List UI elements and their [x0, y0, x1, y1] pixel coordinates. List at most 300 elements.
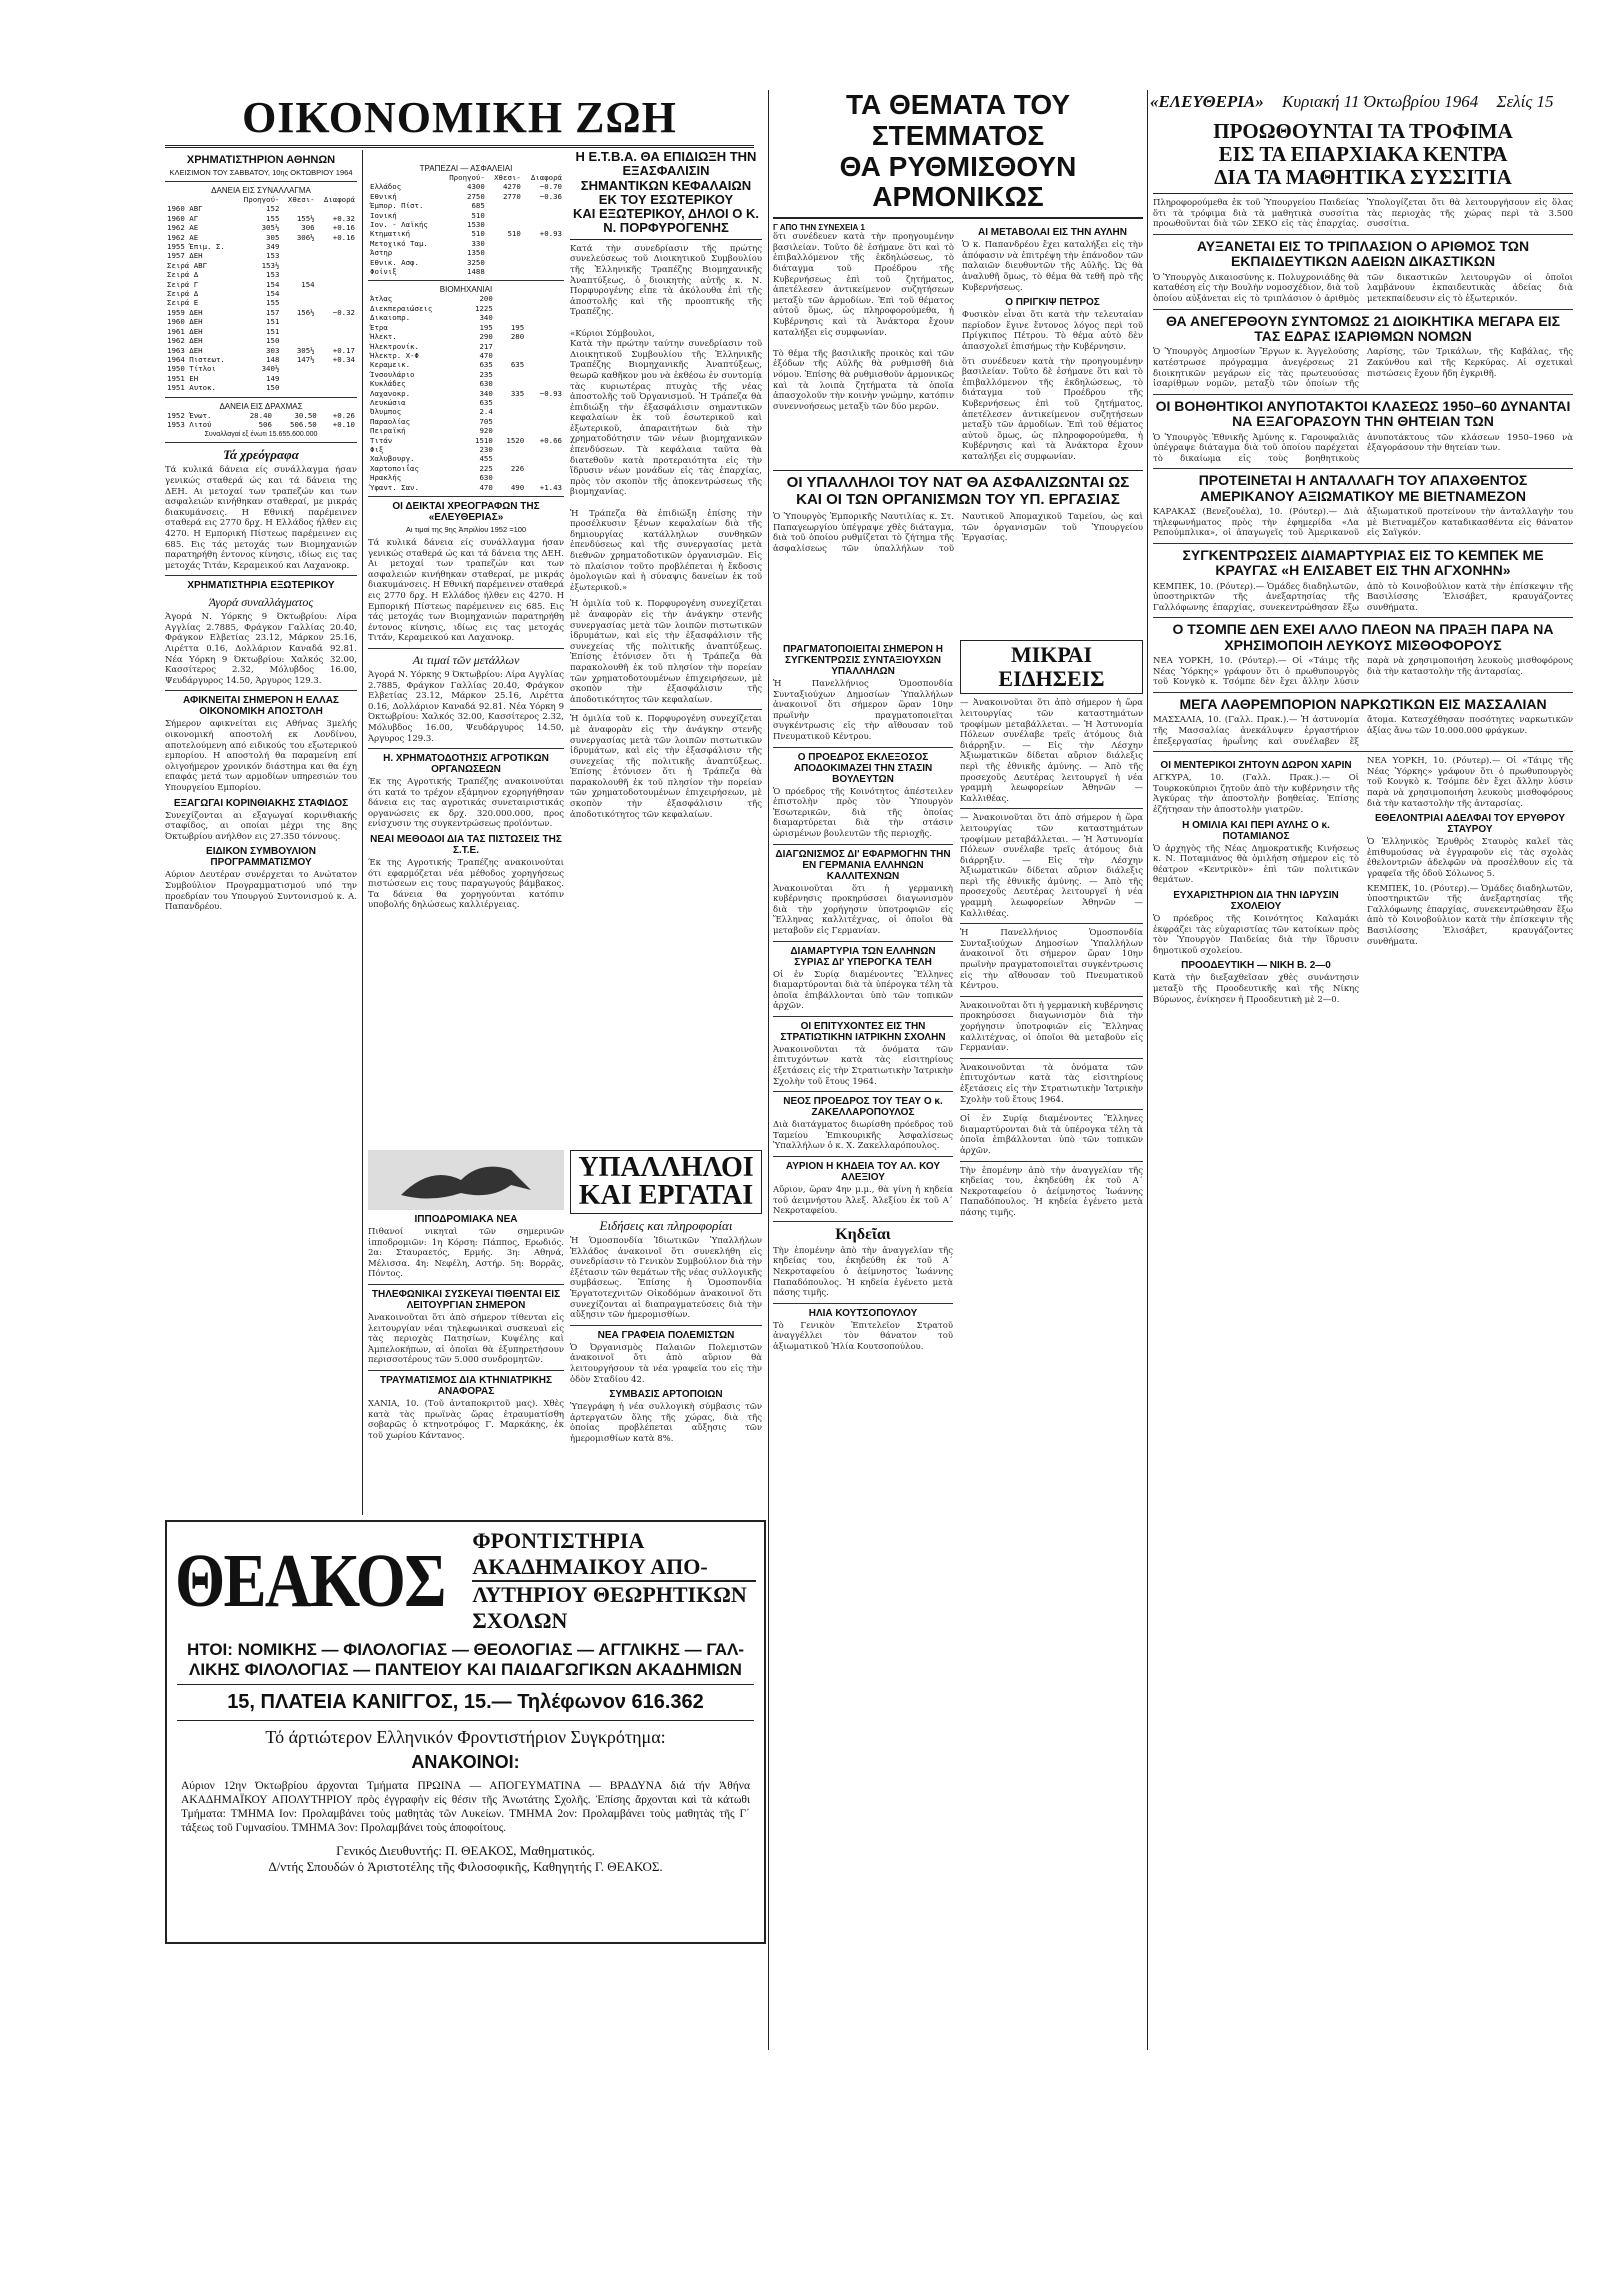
table-cell: 470 — [479, 482, 493, 492]
table-cell: Πειραϊκή — [370, 426, 406, 436]
table-row — [368, 360, 564, 369]
table-cell — [523, 258, 564, 267]
table-row — [165, 374, 357, 383]
table-cell: 635 — [479, 397, 493, 407]
phone-title: ΣΥΜΒΑΣΙΣ ΑΡΤΟΠΟΙΩΝ — [609, 1389, 723, 1401]
table-cell: 340½ — [261, 364, 280, 374]
table-cell: Εθνική — [370, 191, 397, 201]
table-row — [165, 280, 357, 289]
table-cell: Εθνικ. Ασφ. — [370, 257, 419, 267]
table-cell: 148 — [266, 354, 280, 364]
table-cell — [317, 289, 357, 298]
table-cell — [526, 323, 564, 332]
teachers-body: Οἱ ἐν Συρίᾳ διαμένοντες Ἕλληνες διαμαρτύρονται διὰ τὰ ὑπέρογκα τέλη τὰ ὁποῖα ἐπιβάλλονται ὑπὸ τῶν τοπικῶν ἀρχῶν. — [773, 969, 953, 1012]
horse-body: Πιθανοί νικηταὶ τῶν σημερινῶν ἱπποδρομιῶν: 1η Κόρση: Πάππος, Ερωδιός. 2α: Σταυραετός, Ερμής. 3η: Αθηνά, Μέλισσα. 4η: Νεφέλη, Αστήρ. 5η: Βορρᾶς, Πόντος. — [368, 1227, 564, 1280]
etba-body: Κατά τὴν συνεδρίασιν τῆς πρώτης συνελεύσεως τοῦ Διοικητικοῦ Συμβουλίου τῆς Ἑλληνικῆς Τραπέζης Βιομηχανικῆς Ἀναπτύξεως, ὁ διοικητὴς αὐτῆς κ. Ν. Πορφυρογένης εἶπε τὰ ἀκόλουθα ἐπὶ τῆς ἀποστολῆς καὶ τῆς προοπτικῆς τῆς Τραπέζης. «Κύριοι Σύμβουλοι, Κατὰ τὴν πρώτην ταύτην συνεδρίασιν τοῦ Διοικητικοῦ Συμβουλίου τῆς Ἑλληνικῆς Τραπέζης Βιομηχανικῆς Ἀναπτύξεως, θεωρῶ καθῆκον μου νὰ ἐκθέσω ἐν συντομίᾳ τὰς κυριωτέρας πτυχὰς τῆς νέας ἀποστολῆς τοῦ Ὀργανισμοῦ. Ἡ Τράπεζα θὰ ἐπιδιώξη τὴν ἐξασφάλισιν σημαντικῶν κεφαλαίων ἐκ τοῦ ἐσωτερικοῦ καὶ ἐξωτερικοῦ, ἀπαραιτήτων διὰ τὴν χρηματοδότησιν τῶν νέων βιομηχανικῶν ἐπενδύσεων. Τὰ κεφάλαια ταῦτα θὰ διατεθοῦν κατὰ προτεραιότητα εἰς τὴν ἵδρυσιν νέων μονάδων εἰς τὰς ἐπαρχίας, πρὸς τὸν σκοπὸν τῆς ἀποκεντρώσεως τῆς βιομηχανίας. Ἡ Τράπεζα θὰ ἐπιδιώξη ἐπίσης τὴν προσέλκυσιν ξένων κεφαλαίων διὰ τῆς δημιουργίας κατάλληλων συνθηκῶν ἐπενδύσεως καὶ τῆς συνεργασίας μετὰ διεθνῶν χρηματοδοτικῶν ὀργανισμῶν. Εἰς τὸ πλαίσιον τοῦτο προβλέπεται ἡ ἔκδοσις ὁμολογιῶν καὶ ἡ σύναψις δανείων ἐκ τοῦ ἐξωτερικοῦ.» — [570, 243, 762, 593]
table-cell: Τιτάν — [370, 435, 393, 445]
drugs-cont: ΝΕΑ ΥΟΡΚΗ, 10. (Ρόυτερ).— Οἱ «Τάιμς τῆς Νέας Ὑόρκης» γράφουν ὅτι ὁ πρωθυπουργὸς τοῦ Κονγκὸ κ. Τσόμπε δὲν ἔχει ἄλλην λύσιν παρὰ νὰ χρησιμοποιήση λευκοὺς μισθοφόρους διὰ τὴν καταστολὴν τῆς ἀνταρσίας. — [1367, 756, 1573, 809]
table-cell — [495, 304, 526, 313]
table-row — [165, 261, 357, 270]
loans-table — [165, 195, 357, 393]
table-cell: 3250 — [467, 257, 485, 267]
drugs-title: ΜΕΓΑ ΛΑΘΡΕΜΠΟΡΙΟΝ ΝΑΡΚΩΤΙΚΩΝ ΕΙΣ ΜΑΣΣΑΛΙΑΝ — [1179, 696, 1547, 713]
table-cell — [526, 360, 564, 369]
speech-body: Ὁ ἀρχηγὸς τῆς Νέας Δημοκρατικῆς Κινήσεως κ. Ν. Ποταμιάνος θὰ ὁμιλήση σήμερον εἰς τὸ θέατρον «Κεντρικὸν» ἐπὶ τῶν πολιτικῶν θεμάτων. — [1153, 843, 1362, 886]
table-cell — [317, 261, 357, 270]
table-cell: Σειρά Γ — [167, 279, 199, 289]
prices-subtitle: Αι τιμαί της 9ης Ἀπριλίου 1952 =100 — [405, 525, 527, 534]
classes-body: Ὁ Ὑπουργὸς Ἐθνικῆς Ἀμύνης κ. Γαρουφαλιᾶς ὑπέγραψε διάταγμα διὰ τοῦ ὁποίου παρέχεται τὸ δικαίωμα εἰς τοὺς βοηθητικοὺς ἀνυποτάκτους τῶν κλάσεων 1950–1960 νὰ ἐξαγοράσουν τὴν θητείαν των. — [1153, 432, 1573, 464]
table-cell: −0.32 — [332, 307, 355, 317]
stemma-sub-2-body: Φυσικὸν εἶναι ὅτι κατὰ τὴν τελευταίαν περίοδον ἔγινε ἔντονος λόγος περὶ τοῦ Πρίγκιπος Πέτρου. Τὸ θέμα αὐτὸ δὲν ἀπασχολεῖ ἐπισήμως τὴν Κυβέρνησιν. — [962, 310, 1143, 352]
table-cell: 306½ — [296, 232, 315, 242]
stemma-cont: ὅτι συνέδευεν κατὰ τὴν προηγουμένην βασιλείαν. Τοῦτο δὲ ἐσήμανε ὅτι καὶ τὸ ἐπιβαλλόμενον τῆς ἐκδηλώσεως, τὸ διάταγμα τοῦ Προέδρου τῆς Κυβερνήσεως ἐπὶ τοῦ ζητήματος, ἀπετέλεσεν ἀντικείμενον συζητήσεων μεταξὺ τῶν ἀρμοδίων. Ἐπὶ τοῦ θέματος αὐτοῦ ὅμως, ὡς πληροφορούμεθα, ἡ Κυβέρνησις καὶ τὰ Ἀνάκτορα ἔχουν καταλήξει εἰς συμφωνίαν. — [962, 356, 1143, 462]
table-cell — [487, 220, 523, 229]
table-cell: 147½ — [296, 354, 315, 364]
table-cell: 1530 — [467, 220, 485, 230]
table-cell: 150 — [266, 336, 280, 346]
table-cell — [281, 242, 316, 251]
vietnam-body: ΚΑΡΑΚΑΣ (Βενεζουέλα), 10. (Ρόυτερ).— Διὰ τηλεφωνήματος πρὸς τὴν ἐφημερίδα «Λα Ρεπούμπλικα», οἱ ἀπαγωγεῖς τοῦ Ἀμερικανοῦ ἀξιωματικοῦ προτείνουν τὴν ἀνταλλαγὴν του μὲ Βιετναμέζον καταδικασθέντα εἰς θάνατον εἰς Σαϊγκόν. — [1153, 507, 1573, 539]
table-cell — [281, 270, 316, 279]
table-cell: −0.36 — [539, 191, 562, 201]
table-cell: 149 — [266, 373, 280, 383]
table-cell — [281, 261, 316, 270]
food-title-3: ΔΙΑ ΤΑ ΜΑΘΗΤΙΚΑ ΣΥΣΣΙΤΙΑ — [1153, 166, 1573, 194]
workers-title: ΥΠΑΛΛΗΛΟΙ ΚΑΙ ΕΡΓΑΤΑΙ — [570, 1150, 762, 1214]
table-cell: 153 — [266, 251, 280, 261]
match-title: ΠΡΟΟΔΕΥΤΙΚΗ — ΝΙΚΗ Β. 2—0 — [1181, 960, 1331, 972]
table-cell — [523, 248, 564, 257]
food-body: Πληροφορούμεθα ἐκ τοῦ Ὑπουργείου Παιδείας ὅτι τὰ τρόφιμα διὰ τὰ μαθητικὰ συσσίτια προωθοῦνται διὰ τῶν ΣΕΚΟ εἰς τὰς ἐπαρχίας. Ὑπολογίζεται ὅτι θὰ λειτουργήσουν εἰς ὅλας τὰς περιοχὰς τῆς χώρας περὶ τὰ 3.500 συσσίτια. — [1153, 198, 1573, 230]
table-cell — [281, 327, 316, 336]
table-cell: 455 — [479, 454, 493, 464]
director-body: Διὰ διατάγματος διωρίσθη πρόεδρος τοῦ Ταμείου Ἐπικουρικῆς Ἀσφαλίσεως Ὑπαλλήλων ὁ κ. Χ. Ζακελλαρόπουλος. — [773, 1120, 953, 1152]
currants-title: ΕΞΑΓΩΓΑΙ ΚΟΡΙΝΘΙΑΚΗΣ ΣΤΑΦΙΔΟΣ — [173, 797, 349, 809]
theakos-name: ΘΕΑΚΟΣ — [175, 1539, 445, 1623]
table-cell: Μετοχικό Ταμ. — [370, 238, 428, 248]
etba-title-3: ΚΑΙ ΕΞΩΤΕΡΙΚΟΥ, ΔΗΛΟΙ Ο Κ. Ν. ΠΟΡΦΥΡΟΓΕΝΗΣ — [570, 207, 762, 240]
workers-body: Ἡ Ὁμοσπονδία Ἰδιωτικῶν Ὑπαλλήλων Ἑλλάδος ἀνακοινοῖ ὅτι συνεκλήθη εἰς συνεδρίασιν τὸ Γενικὸν Συμβούλιον διὰ τὴν ἐξέτασιν τῶν θεμάτων τῆς νέας συλλογικῆς συμβάσεως. Ἐπίσης ἡ Ὁμοσπονδία Ἐργατοτεχνιτῶν Οἰκοδόμων ἀνακοινοῖ ὅτι συνεχίζονται αἱ διαπραγματεύσεις διὰ τὴν αὔξησιν τῶν ἡμερομισθίων. — [570, 1236, 762, 1321]
table-cell: 630 — [479, 473, 493, 483]
table-cell: Δικαιοπρ. — [370, 313, 411, 323]
table-cell: 340 — [479, 388, 493, 398]
table-cell: 1962 ΑΕ — [167, 232, 199, 242]
table-cell — [281, 336, 316, 345]
table-cell: 155 — [266, 213, 280, 223]
prices-title: ΟΙ ΔΕΙΚΤΑΙ ΧΡΕΟΓΡΑΦΩΝ ΤΗΣ «ΕΛΕΥΘΕΡΙΑΣ» — [392, 501, 540, 523]
table-cell: 1225 — [475, 303, 493, 313]
table-cell — [495, 379, 526, 388]
column-rule — [1147, 90, 1148, 2050]
table-cell — [495, 294, 526, 303]
table-cell: 153½ — [261, 260, 280, 270]
table-cell — [495, 417, 526, 426]
table-cell: Έμπορ. Πίστ. — [370, 201, 424, 211]
table-cell — [487, 211, 523, 220]
table-cell: 156½ — [296, 307, 315, 317]
horse-racing-illustration — [368, 1150, 564, 1210]
horse-title: ΙΠΠΟΔΡΟΜΙΑΚΑ ΝΕΑ — [414, 1214, 518, 1225]
stemma-title-2: ΘΑ ΡΥΘΜΙΣΘΟΥΝ ΑΡΜΟΝΙΚΩΣ — [773, 152, 1143, 220]
memorial-title: ΗΛΙΑ ΚΟΥΤΣΟΠΟΥΛΟΥ — [808, 1307, 918, 1319]
table-row — [368, 323, 564, 332]
table-header-cell: Διαφορά — [530, 173, 562, 182]
table-cell: 303 — [266, 345, 280, 355]
foreign-body: Άγορά Ν. Υόρκης 9 Όκτωβρίου: Λίρα Αγγλίας 2.7885, Φράγκον Γαλλίας 20.40, Φράγκον Ελβετίας 23.12, Μάρκον 25.16, Λιρέττα 0.16, Δολλάριον Καναδά 92.81. Νέα Υόρκη 9 Όκτωβρίου: Χαλκός 32.00, Κασσίτερος 2.32, Μόλυβδος 16.00, Ψευδάργυρος 14.50, Άργυρος 129.3. — [165, 612, 357, 686]
stemma-sub-1-body: Ὁ κ. Παπανδρέου ἔχει καταλήξει εἰς τὴν ἀπόφασιν νὰ ἐπιτρέψη τὴν ἐπάνοδον τῶν παλαιῶν διευθυντῶν τῆς Αὐλῆς. Ὡς θὰ ἀναλυθῆ ὅμως, τὸ θέμα θὰ τεθῆ πρὸ τῆς Κυβερνήσεως. — [962, 240, 1143, 293]
table-row — [165, 383, 357, 392]
table-cell: Διεκπεραιώσεις — [370, 303, 433, 313]
table-cell: 290 — [479, 332, 493, 342]
table-cell — [526, 351, 564, 360]
drachma-table — [165, 411, 357, 430]
table-cell: 1510 — [475, 435, 493, 445]
mikrai-title: ΜΙΚΡΑΙ ΕΙΔΗΣΕΙΣ — [960, 640, 1143, 694]
table-cell: 154 — [301, 279, 315, 289]
table-cell — [281, 251, 316, 260]
match-body: Κατὰ τὴν διεξαχθεῖσαν χθὲς συνάντησιν μεταξὺ τῆς Προοδευτικῆς καὶ τῆς Νίκης Βύρωνος, ἐνίκησεν ἡ Προοδευτικὴ μὲ 2—0. — [1153, 973, 1362, 1005]
industry-crisis-title: Η. ΧΡΗΜΑΤΟΔΟΤΗΣΙΣ ΑΓΡΟΤΙΚΩΝ ΟΡΓΑΝΩΣΕΩΝ — [383, 753, 549, 776]
credit-title: ΝΕΑΙ ΜΕΘΟΔΟΙ ΔΙΑ ΤΑΣ ΠΙΣΤΩΣΕΙΣ ΤΗΣ Σ.Τ.Ε. — [370, 834, 562, 857]
table-cell: Άτλας — [370, 294, 393, 304]
table-row — [165, 233, 357, 242]
table-cell — [526, 464, 564, 473]
table-row — [368, 351, 564, 360]
table-cell: +0.32 — [332, 213, 355, 223]
horse-icon — [391, 1155, 541, 1205]
table-cell: Ύφαντ. Σαν. — [370, 482, 419, 492]
table-row — [165, 355, 357, 364]
table-cell: 685 — [471, 201, 485, 211]
table-cell — [487, 248, 523, 257]
table-cell — [495, 454, 526, 463]
table-cell — [526, 426, 564, 435]
table-cell: 1962 ΑΕ — [167, 223, 199, 233]
page-number: Σελίς 15 — [1496, 92, 1554, 111]
table-cell: Κυκλάδες — [370, 379, 406, 389]
table-cell: 920 — [479, 426, 493, 436]
table-cell: 630 — [479, 379, 493, 389]
table-row — [368, 332, 564, 341]
table-cell: 635 — [479, 360, 493, 370]
table-row — [368, 426, 564, 435]
table-cell: 1950 Τίτλοι — [167, 364, 216, 374]
foreign-metals-body: Άγορά Ν. Υόρκης 9 Όκτωβρίου: Λίρα Αγγλίας 2.7885, Φράγκον Γαλλίας 20.40, Φράγκον Ελβετίας 23.12, Μάρκον 25.16, Λιρέττα 0.16, Δολλάριον Καναδά 92.81. Νέα Υόρκη 9 Όκτωβρίου: Χαλκός 32.00, Κασσίτερος 2.32, Μόλυβδος 16.00, Ψευδάργυρος 14.50, Άργυρος 129.3. — [368, 669, 564, 744]
table-cell: 2770 — [502, 191, 521, 201]
table-cell: Ελλάδος — [370, 182, 402, 192]
table-row — [165, 204, 357, 213]
table-cell — [526, 370, 564, 379]
stemma-sub-2: Ο ΠΡΙΓΚΙΨ ΠΕΤΡΟΣ — [1005, 297, 1100, 309]
table-header-cell: Προηγού- — [243, 195, 280, 204]
theakos-director-2: Δ/ντής Σπουδών ὁ Ἀριστοτέλης τῆς Φιλοσοφικῆς, Καθηγητής Γ. ΘΕΑΚΟΣ. — [268, 1859, 663, 1874]
table-cell: 230 — [479, 444, 493, 454]
table-row — [368, 267, 564, 276]
table-cell: Ιον. - Λαϊκής — [370, 220, 428, 230]
table-cell: Χαρτοποιΐας — [370, 463, 419, 473]
table-cell: 305½ — [296, 345, 315, 355]
col4 — [1153, 120, 1573, 2050]
exchange-title: ΧΡΗΜΑΤΙΣΤΗΡΙΟΝ ΑΘΗΝΩΝ — [186, 154, 336, 166]
table-row — [368, 379, 564, 388]
tel-title: ΤΗΛΕΦΩΝΙΚΑΙ ΣΥΣΚΕΥΑΙ ΤΙΘΕΝΤΑΙ ΕΙΣ ΛΕΙΤΟΥΡΓΙΑΝ ΣΗΜΕΡΟΝ — [371, 1288, 561, 1311]
banks-header: ΤΡΑΠΕΖΑΙ — ΑΣΦΑΛΕΙΑΙ — [419, 164, 513, 173]
table-cell: Άστηρ — [370, 248, 393, 258]
table-cell — [526, 445, 564, 454]
table-cell — [523, 211, 564, 220]
foreign-subtitle-1: Άγορά συναλλάγματος — [208, 595, 314, 610]
table-cell: 1350 — [467, 248, 485, 258]
theakos-director: Γενικός Διευθυντής: Π. ΘΕΑΚΟΣ, Μαθηματικός. — [336, 1843, 595, 1858]
exports-body: Σήμερον αφικνείται εις Αθήνας 3μελής οικονομική αποστολή εκ Λονδίνου, αποτελούμενη από ειδικούς του εξωτερικού εμπορίου. Η αποστολή θα παραμείνη επί ολιγοήμερον χρονικόν διάστημα και θα έχη επαφάς μετά των αρμοδίων υπηρεσιών του Υπουργείου Εμπορίου. — [165, 719, 357, 793]
theakos-announce: ΑΝΑΚΟΙΝΟΙ: — [411, 1752, 520, 1772]
table-cell: 155½ — [296, 213, 315, 223]
table-row — [368, 370, 564, 379]
table-cell — [317, 242, 357, 251]
table-cell: Σειρά Δ — [167, 270, 199, 280]
workers-subtitle: Ειδήσεις και πληροφορίαι — [599, 1218, 733, 1233]
table-cell: 1960 ΑΓ — [167, 213, 199, 223]
table-cell — [495, 407, 526, 416]
table-cell — [487, 267, 523, 276]
table-row — [368, 192, 564, 201]
table-cell: 151 — [266, 326, 280, 336]
col3-right — [960, 640, 1143, 2050]
table-cell: 1964 Πιστεωτ. — [167, 354, 225, 364]
stemma-body: ὅτι συνέδευεν κατὰ τὴν προηγουμένην βασιλείαν. Τοῦτο δὲ ἐσήμανε ὅτι καὶ τὸ ἐπιβαλλόμενον τῆς ἐκδηλώσεως, τὸ διάταγμα τοῦ Προέδρου τῆς Κυβερνήσεως ἐπὶ τοῦ ζητήματος, ἀπετέλεσεν ἀντικείμενον συζητήσεων μεταξὺ τῶν ἀρμοδίων. Ἐπὶ τοῦ θέματος αὐτοῦ ὅμως, ὡς πληροφορούμεθα, ἡ Κυβέρνησις καὶ τὰ Ἀνάκτορα ἔχουν καταλήξει εἰς συμφωνίαν. Τὸ θέμα τῆς βασιλικῆς προικὸς καὶ τῶν ἐξόδων τῆς Αὐλῆς θὰ ρυθμισθῆ διὰ νόμου. Ἐπίσης θὰ ρυθμισθοῦν ἁρμονικῶς καὶ τὰ λοιπὰ ζητήματα τὰ ὁποῖα ἀπασχολοῦν τὴν κοινὴν γνώμην, κατόπιν συνεννοήσεως μεταξὺ τῶν δύο μερῶν. — [773, 232, 954, 412]
currants-body: Συνεχίζονται αι εξαγωγαί κορινθιακής σταφίδος, αι οποίαι μέχρι της 8ης Όκτωβρίου ανήλθον εις 27.350 τόννους. — [165, 810, 357, 842]
table-row — [368, 229, 564, 238]
teachers-title: ΔΙΑΜΑΡΤΥΡΙΑ ΤΩΝ ΕΛΛΗΝΩΝ ΣΥΡΙΑΣ ΔΙ' ΥΠΕΡΟΓΚΑ ΤΕΛΗ — [790, 945, 936, 968]
funeral-body: Τὴν ἑπομένην ἀπὸ τὴν ἀναγγελίαν τῆς κηδείας του, ἐκηδεύθη ἐκ τοῦ Α΄ Νεκροταφείου ὁ ἀείμνηστος Ἰωάννης Παπαδόπουλος. Ἡ κηδεία ἐγένετο μετὰ πάσης τιμῆς. — [773, 1245, 953, 1299]
charity-body: ΑΓΚΥΡΑ, 10. (Γαλλ. Πρακ.).— Οἱ Τουρκοκύπριοι ζητοῦν ἀπὸ τὴν κυβέρνησιν τῆς Ἀγκύρας τὴν ἀποστολὴν βοηθείας. Ἐπίσης ἐζήτησαν τὴν ἀποστολὴν γιατρῶν. — [1153, 773, 1362, 815]
table-row — [165, 251, 357, 260]
table-cell: 490 — [510, 482, 525, 492]
meeting-body: Αύριον Δευτέραν συνέρχεται το Ανώτατον Συμβούλιον Προγραμματισμού υπό την προεδρίαν του Υπουργού Συντονισμού κ. Α. Παπανδρέου. — [165, 870, 357, 913]
table-cell: 330 — [471, 238, 485, 248]
buildings-title: ΘΑ ΑΝΕΓΕΡΘΟΥΝ ΣΥΝΤΟΜΩΣ 21 ΔΙΟΙΚΗΤΙΚΑ ΜΕΓΑΡΑ ΕΙΣ ΤΑΣ ΕΔΡΑΣ ΙΣΑΡΙΘΜΩΝ ΝΟΜΩΝ — [1166, 312, 1560, 345]
tax-body: Τά κυλικά δάνεια είς συνάλλαγμα ήσαν γενικώς σταθερά ώς και τά δάνεια της ΔΕΗ. Αι μετοχαί των τραπεζών και των ασφαλειών κινήθηκαν σταθεραί, με μικράς διακυμάνσεις. Η Εθνική παρέμεινεν σταθερά εις 2770 δρχ. Η Ελλάδος ήλθεν εις 4270. Η Εμπορική Πίστεως παρέμεινεν εις 685. Εις τάς μετοχάς των Βιομηχανιών παρατηρήθη έντονος κίνησις, ιδίως εις τας μετοχάς Τιτάν, Κεραμεικού και Λαχανοκρ. — [165, 465, 357, 571]
mikrai-body-4: Ἀνακοινοῦται ὅτι ἡ γερμανικὴ κυβέρνησις προκηρύσσει διαγωνισμὸν διὰ τὴν χορήγησιν ὑποτροφιῶν εἰς Ἕλληνας καλλιτέχνας, οἱ ὁποῖοι θὰ μεταβοῦν εἰς Γερμανίαν. — [960, 1000, 1143, 1054]
exchange-subtitle: ΚΛΕΙΣΙΜΟΝ ΤΟΥ ΣΑΒΒΑΤΟΥ, 10ης ΟΚΤΩΒΡΙΟΥ 1964 — [169, 168, 353, 177]
alexiou-title: ΑΥΡΙΟΝ Η ΚΗΔΕΙΑ ΤΟΥ ΑΛ. ΚΟΥ ΑΛΕΞΙΟΥ — [785, 1161, 941, 1184]
table-row — [368, 182, 564, 191]
tax-title: Τά χρεόγραφα — [223, 447, 299, 463]
stemma-title-1: ΤΑ ΘΕΜΑΤΑ ΤΟΥ ΣΤΕΜΜΑΤΟΣ — [846, 90, 1070, 151]
table-cell: Φιξ — [370, 444, 384, 454]
table-row — [368, 211, 564, 220]
table-cell: 1957 ΔΕΗ — [167, 251, 203, 261]
table-cell: Κτηματική — [370, 229, 411, 239]
table-cell — [495, 445, 526, 454]
theakos-subjects: ΗΤΟΙ: ΝΟΜΙΚΗΣ — ΦΙΛΟΛΟΓΙΑΣ — ΘΕΟΛΟΓΙΑΣ — ΑΓΓΛΙΚΗΣ — ΓΑΛ-ΛΙΚΗΣ ΦΙΛΟΛΟΓΙΑΣ — ΠΑΝΤΕΙΟΥ ΚΑΙ ΠΑΙΔΑΓΩΓΙΚΩΝ ΑΚΑΔΗΜΙΩΝ — [186, 1640, 744, 1679]
exports-title: ΑΦΙΚΝΕΙΤΑΙ ΣΗΜΕΡΟΝ Η ΕΛΛΑΣ ΟΙΚΟΝΟΜΙΚΗ ΑΠΟΣΤΟΛΗ — [183, 695, 339, 718]
table-cell — [495, 398, 526, 407]
table-cell — [526, 379, 564, 388]
injured-title: ΤΡΑΥΜΑΤΙΣΜΟΣ ΔΙΑ ΚΤΗΝΙΑΤΡΙΚΗΣ ΑΝΑΦΟΡΑΣ — [379, 1374, 553, 1397]
table-cell: Λευκώσια — [370, 397, 406, 407]
table-cell: 506 — [258, 419, 272, 429]
stemma-sub-1: ΑΙ ΜΕΤΑΒΟΛΑΙ ΕΙΣ ΤΗΝ ΑΥΛΗΝ — [978, 227, 1127, 239]
table-cell: 1951 ΕΗ — [167, 373, 199, 383]
loans-header: ΔΑΝΕΙΑ ΕΙΣ ΣΥΝΑΛΛΑΓΜΑ — [211, 186, 311, 195]
table-cell: 1953 Λιτού — [167, 419, 212, 429]
mikrai-body-5: Ἀνακοινοῦνται τὰ ὀνόματα τῶν ἐπιτυχόντων κατὰ τὰς εἰσιτηρίους ἐξετάσεις εἰς τὴν Στρατιωτικὴν Ἰατρικὴν Σχολὴν τοῦ ἔτους 1964. — [960, 1062, 1143, 1105]
stemma-block — [773, 90, 1143, 470]
table-row — [368, 398, 564, 407]
table-cell: 200 — [479, 294, 493, 304]
school-title: ΕΥΧΑΡΙΣΤΗΡΙΟΝ ΔΙΑ ΤΗΝ ΙΔΡΥΣΙΝ ΣΧΟΛΕΙΟΥ — [1173, 889, 1339, 912]
table-cell: 30.50 — [294, 410, 317, 420]
table-cell: 195 — [479, 322, 493, 332]
cross-cont: ΚΕΜΠΕΚ, 10. (Ρόυτερ).— Ὁμάδες διαδηλωτῶν, ὑποστηρικτῶν τῆς ἀνεξαρτησίας τῆς Γαλλόφωνης ἐπαρχίας, συνεκεντρώθησαν ἔξω ἀπὸ τὸ Κοινοβούλιον κατὰ τὴν ἐπίσκεψιν τῆς Βασιλίσσης Ἐλισάβετ, κραυγάζοντες συνθήματα. — [1367, 883, 1573, 947]
table-row — [368, 304, 564, 313]
meeting-title: ΕΙΔΙΚΟΝ ΣΥΜΒΟΥΛΙΟΝ ΠΡΟΓΡΑΜΜΑΤΙΣΜΟΥ — [206, 846, 316, 869]
table-cell: Φοίνιξ — [370, 267, 397, 277]
judges-title: ΑΥΞΑΝΕΤΑΙ ΕΙΣ ΤΟ ΤΡΙΠΛΑΣΙΟΝ Ο ΑΡΙΘΜΟΣ ΤΩΝ ΕΚΠΑΙΔΕΥΤΙΚΩΝ ΑΔΕΙΩΝ ΔΙΚΑΣΤΙΚΩΝ — [1196, 238, 1530, 270]
paper-date: Κυριακή 11 Όκτωβρίου 1964 — [1282, 92, 1479, 111]
table-row — [165, 327, 357, 336]
table-row — [165, 242, 357, 251]
table-header-cell — [165, 195, 236, 204]
table-row — [368, 389, 564, 398]
table-cell — [317, 298, 357, 307]
theakos-line-1: ΦΡΟΝΤΙΣΤΗΡΙΑ ΑΚΑΔΗΜΑΙΚΟΥ ΑΠΟ- — [472, 1528, 756, 1582]
table-cell — [495, 370, 526, 379]
table-cell: 235 — [479, 369, 493, 379]
table-cell — [487, 258, 523, 267]
table-cell — [526, 332, 564, 341]
table-cell — [281, 298, 316, 307]
germany-body: Ἀνακοινοῦται ὅτι ἡ γερμανικὴ κυβέρνησις προκηρύσσει διαγωνισμὸν διὰ τὴν χορήγησιν ὑποτροφιῶν εἰς Ἕλληνας καλλιτέχνας, οἱ ὁποῖοι θὰ μεταβοῦν εἰς Γερμανίαν. — [773, 883, 953, 936]
table-cell: 154 — [266, 289, 280, 299]
credit-body: Έκ της Αγροτικής Τραπέζης ανακοινούται ότι εφαρμόζεται νέα μέθοδος χορηγήσεως πιστώσεων εις τους παραγωγούς βάμβακος. Τα δάνεια θα χορηγούνται κατόπιν υποβολής δηλώσεως καλλιέργειας. — [368, 858, 564, 911]
table-cell: Ιονική — [370, 210, 397, 220]
table-row — [165, 364, 357, 373]
cross-title: ΕΘΕΛΟΝΤΡΙΑΙ ΑΔΕΛΦΑΙ ΤΟΥ ΕΡΥΘΡΟΥ ΣΤΑΥΡΟΥ — [1374, 813, 1566, 836]
table-row — [165, 308, 357, 317]
strike-title: ΠΡΑΓΜΑΤΟΠΟΙΕΙΤΑΙ ΣΗΜΕΡΟΝ Η ΣΥΓΚΕΝΤΡΩΣΙΣ ΣΥΝΤΑΞΙΟΥΧΩΝ ΥΠΑΛΛΗΛΩΝ — [782, 644, 944, 677]
table-cell — [317, 317, 357, 326]
table-cell — [526, 454, 564, 463]
nat-block — [773, 470, 1143, 641]
alexiou-body: Αὔριον, ὥραν 4ην μ.μ., θὰ γίνη ἡ κηδεία τοῦ ἀειμνήστου Ἀλεξ. Ἀλεξίου ἐκ τοῦ Α΄ Νεκροταφείου. — [773, 1185, 953, 1217]
table-row — [368, 417, 564, 426]
table-cell — [526, 304, 564, 313]
table-cell — [487, 201, 523, 210]
judges-body: Ὁ Ὑπουργὸς Δικαιοσύνης κ. Πολυχρονιάδης θὰ καταθέση εἰς τὴν Βουλὴν νομοσχέδιον, διὰ τοῦ ὁποίου αὐξάνεται εἰς τὸ τριπλάσιον ὁ ἀριθμὸς τῶν δικαστικῶν λειτουργῶν οἱ ὁποῖοι λαμβάνουν ἐκπαιδευτικὰς ἀδείας διὰ μετεκπαίδευσιν εἰς τὸ ἐξωτερικόν. — [1153, 272, 1573, 305]
table-row — [165, 346, 357, 355]
table-cell — [317, 204, 357, 213]
table-cell: +0.10 — [332, 419, 355, 429]
industry-crisis-body: Έκ της Αγροτικής Τραπέζης ανακοινούται ότι κατά το τρέχον εξάμηνον εχορηγήθησαν δάνεια εις τας αγροτικάς συνεταιριστικάς οργανώσεις εκ δρχ. 320.000.000, προς ενίσχυσιν της συγκεντρώσεως προϊόντων. — [368, 777, 564, 830]
table-row — [165, 270, 357, 279]
table-cell: Σειρά ΑΒΓ — [167, 260, 208, 270]
prices-placeholder-body: Τά κυλικά δάνεια είς συνάλλαγμα ήσαν γενικώς σταθερά ώς και τά δάνεια της ΔΕΗ. Αι μετοχαί των τραπεζών και των ασφαλειών κινήθηκαν σταθεραί, με μικράς διακυμάνσεις. Η Εθνική παρέμεινεν σταθερά εις 2770 δρχ. Η Ελλάδος ήλθεν εις 4270. Η Εμπορική Πίστεως παρέμεινεν εις 685. Εις τάς μετοχάς των Βιομηχανιών παρατηρήθη έντονος κίνησις, ιδίως εις τας μετοχάς Τιτάν, Κεραμεικού και Λαχανοκρ. — [368, 538, 564, 644]
table-row — [368, 464, 564, 473]
table-cell: +1.43 — [539, 482, 562, 492]
table-cell: +0.66 — [539, 435, 562, 445]
tshombe-title: Ο ΤΣΟΜΠΕ ΔΕΝ ΕΧΕΙ ΑΛΛΟ ΠΛΕΟΝ ΝΑ ΠΡΑΞΗ ΠΑΡΑ ΝΑ ΧΡΗΣΙΜΟΠΟΙΗ ΛΕΥΚΟΥΣ ΜΙΣΘΟΦΟΡΟΥΣ — [1172, 621, 1554, 653]
table-header-cell: Χθεσι- — [494, 173, 521, 182]
table-row — [368, 313, 564, 322]
table-cell: −0.93 — [539, 388, 562, 398]
table-cell — [317, 280, 357, 289]
table-cell — [317, 327, 357, 336]
table-cell: 2750 — [467, 191, 485, 201]
table-cell: 157 — [266, 307, 280, 317]
foreign-title: ΧΡΗΜΑΤΙΣΤΗΡΙΑ ΕΞΩΤΕΡΙΚΟΥ — [187, 580, 335, 592]
speech-title: Η ΟΜΙΛΙΑ ΚΑΙ ΠΕΡΙ ΑΥΛΗΣ Ο κ. ΠΟΤΑΜΙΑΝΟΣ — [1182, 819, 1330, 842]
table-cell: +0.34 — [332, 354, 355, 364]
table-cell: 150 — [266, 383, 280, 393]
table-cell — [317, 336, 357, 345]
table-row — [165, 336, 357, 345]
table-cell: Λαχανοκρ. — [370, 388, 411, 398]
table-cell: Ήλεκτρ. Χ-Φ — [370, 350, 419, 360]
table-cell: Σειρά Δ — [167, 289, 199, 299]
table-cell: 217 — [479, 341, 493, 351]
table-row — [368, 342, 564, 351]
table-cell — [495, 426, 526, 435]
table-cell: 1961 ΔΕΗ — [167, 326, 203, 336]
table-cell: 1488 — [467, 267, 485, 277]
table-cell — [526, 294, 564, 303]
table-cell: 506.50 — [290, 419, 317, 429]
table-cell — [281, 204, 316, 213]
table-cell: 1959 ΔΕΗ — [167, 307, 203, 317]
table-row — [368, 445, 564, 454]
table-cell: −0.70 — [539, 182, 562, 192]
table-cell — [523, 220, 564, 229]
table-cell — [526, 398, 564, 407]
table-cell: +0.16 — [332, 223, 355, 233]
table-row — [368, 436, 564, 445]
table-cell: 349 — [266, 242, 280, 252]
table-cell: 306 — [301, 223, 315, 233]
table-cell: 510 — [471, 229, 485, 239]
workers-block — [570, 1150, 762, 1515]
table-cell — [526, 417, 564, 426]
horse-block — [368, 1150, 564, 1515]
table-cell: Όλυμπος — [370, 407, 402, 417]
military-body: Ἀνακοινοῦνται τὰ ὀνόματα τῶν ἐπιτυχόντων κατὰ τὰς εἰσιτηρίους ἐξετάσεις εἰς τὴν Στρατιωτικὴν Ἰατρικὴν Σχολὴν τοῦ ἔτους 1964. — [773, 1044, 953, 1087]
table-cell: 1952 Ένωτ. — [167, 410, 212, 420]
drachma-loans-header: ΔΑΝΕΙΑ ΕΙΣ ΔΡΑΧΜΑΣ — [219, 401, 303, 411]
table-header-cell: Διαφορά — [323, 195, 355, 204]
table-row — [368, 201, 564, 210]
table-header-cell: Προηγού- — [449, 173, 485, 182]
table-cell: 1960 ΔΕΗ — [167, 317, 203, 327]
table-cell: 195 — [510, 322, 525, 332]
piraeus-title: ΝΕΑ ΓΡΑΦΕΙΑ ΠΟΛΕΜΙΣΤΩΝ — [597, 1329, 735, 1341]
totals-line: Συναλλαγαί εξ ένωτι 15.655.600.000 — [204, 431, 318, 439]
table-row — [368, 454, 564, 463]
table-cell: Έτρα — [370, 322, 388, 332]
table-cell — [317, 251, 357, 260]
table-cell: 510 — [507, 229, 521, 239]
etba-body-3: Ἡ ὁμιλία τοῦ κ. Πορφυρογένη συνεχίζεται μὲ ἀναφορὰν εἰς τὴν ἀνάγκην στενῆς συνεργασίας μετὰ τῶν λοιπῶν πιστωτικῶν ἱδρυμάτων, καὶ εἰς τὴν ἐξασφάλισιν τῆς συνεχείας τῆς πολιτικῆς ἀναπτύξεως. Ἐπίσης ἐτόνισεν ὅτι ἡ Τράπεζα θὰ παρακολουθῆ ἐκ τοῦ πλησίον τὴν πορείαν τῶν χρηματοδοτουμένων ἐπιχειρήσεων, μὲ σκοπὸν τὴν ἐξασφάλισιν τῆς ἀποδοτικότητος τῶν κεφαλαίων. — [570, 714, 762, 820]
military-title: ΟΙ ΕΠΙΤΥΧΟΝΤΕΣ ΕΙΣ ΤΗΝ ΣΤΡΑΤΙΩΤΙΚΗΝ ΙΑΤΡΙΚΗΝ ΣΧΟΛΗΝ — [780, 1020, 946, 1043]
tshombe-body: ΝΕΑ ΥΟΡΚΗ, 10. (Ρόυτερ).— Οἱ «Τάιμς τῆς Νέας Ὑόρκης» γράφουν ὅτι ὁ πρωθυπουργὸς τοῦ Κονγκὸ κ. Τσόμπε δὲν ἔχει ἄλλην λύσιν παρὰ νὰ χρησιμοποιήση λευκοὺς μισθοφόρους διὰ τὴν καταστολὴν τῆς ἀνταρσίας. — [1153, 656, 1573, 688]
table-cell: Ήλεκτρονίκ. — [370, 341, 419, 351]
table-cell — [523, 267, 564, 276]
etba-body-2: Ἡ ὁμιλία τοῦ κ. Πορφυρογένη συνεχίζεται μὲ ἀναφορὰν εἰς τὴν ἀνάγκην στενῆς συνεργασίας μετὰ τῶν λοιπῶν πιστωτικῶν ἱδρυμάτων, καὶ εἰς τὴν ἐξασφάλισιν τῆς συνεχείας τῆς πολιτικῆς ἀναπτύξεως. Ἐπίσης ἐτόνισεν ὅτι ἡ Τράπεζα θὰ παρακολουθῆ ἐκ τοῦ πλησίον τὴν πορείαν τῶν χρηματοδοτουμένων ἐπιχειρήσεων, μὲ σκοπὸν τὴν ἐξασφάλισιν τῆς ἀποδοτικότητος τῶν κεφαλαίων. — [570, 599, 762, 705]
table-row — [165, 289, 357, 298]
industry-table — [368, 294, 564, 492]
table-row — [368, 258, 564, 267]
